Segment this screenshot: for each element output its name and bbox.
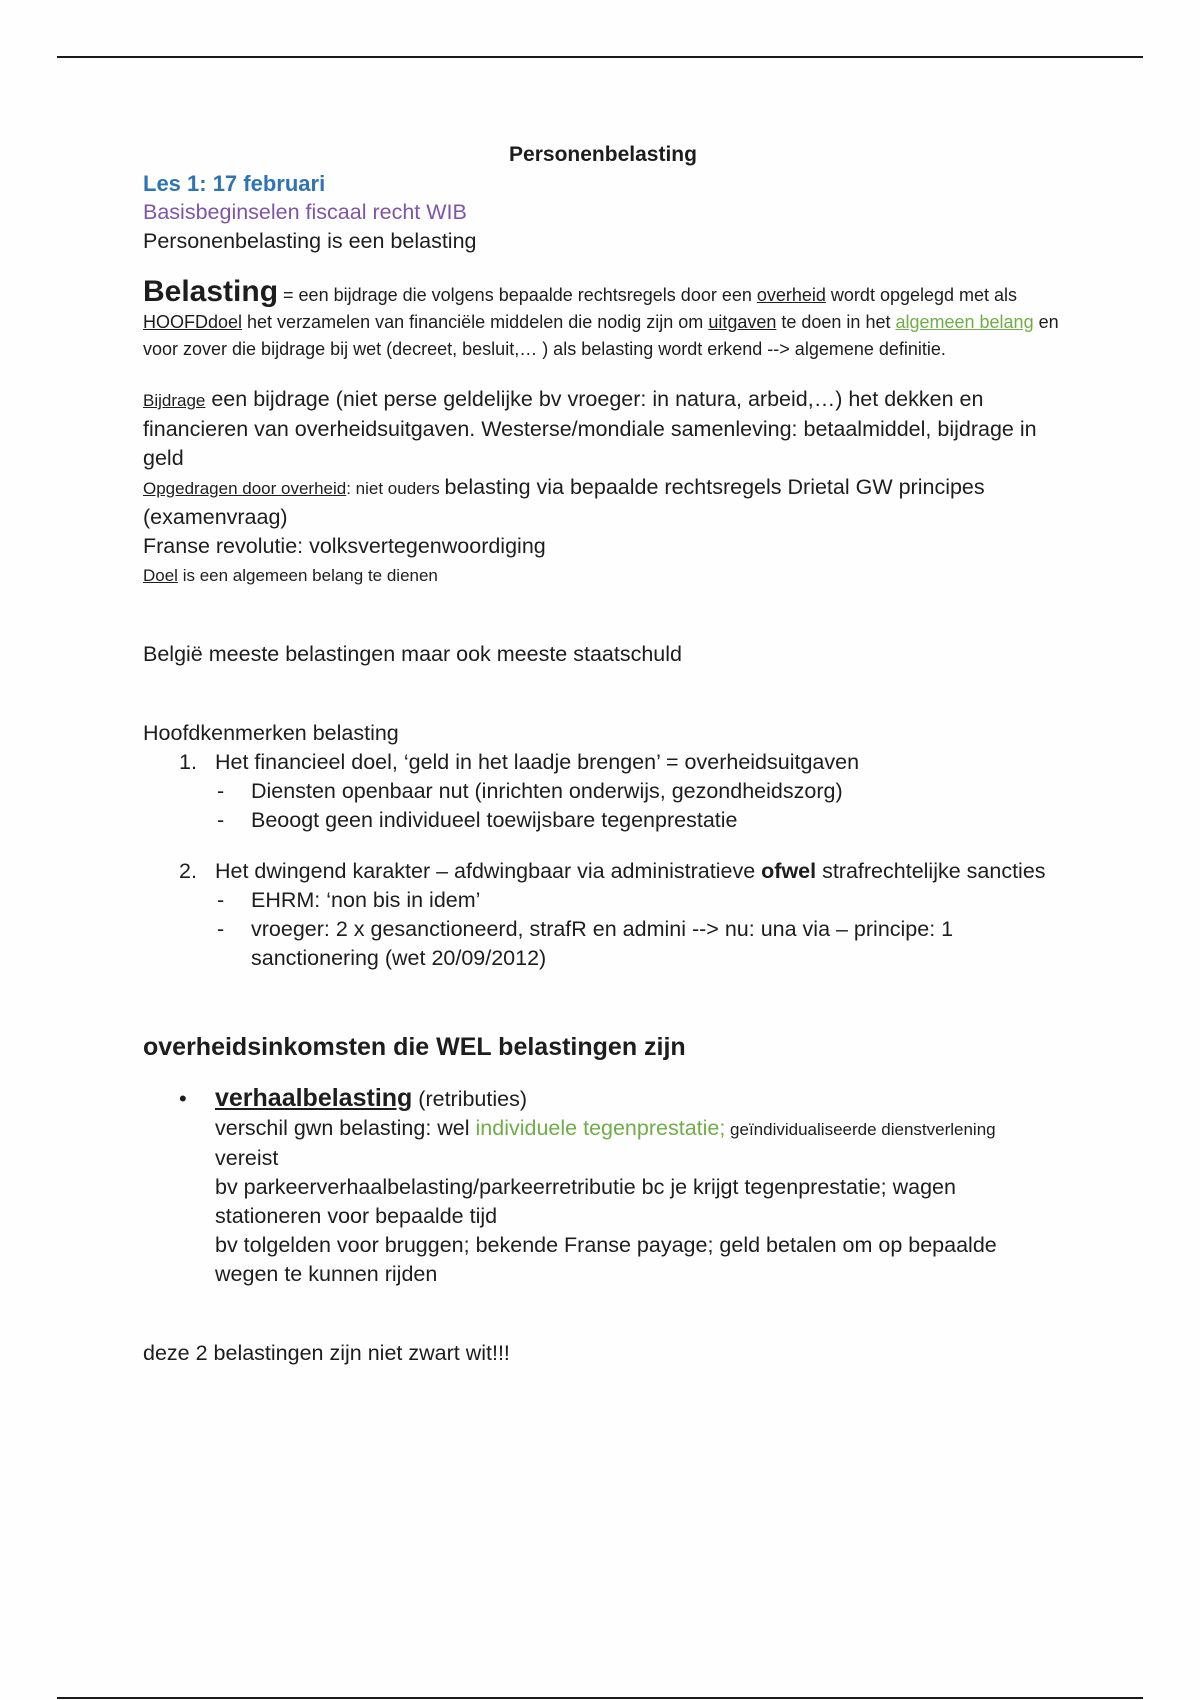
document-page [143,140,1063,1368]
list-subitem: - vroeger: 2 x gesanctioneerd, strafR en admini --> nu: una via – principe: 1 sanctionering (wet 20/09/2012) [217,917,954,970]
list-item: 2. Het dwingend karakter – afdwingbaar via administratieve ofwel strafrechtelijke sancties [179,859,1046,883]
doel-line: Doel is een algemeen belang te dienen [143,566,438,585]
document-title: Personenbelasting [509,143,697,166]
bullet-line: bv tolgelden voor bruggen; bekende Franse payage; geld betalen om op bepaalde wegen te kunnen rijden [215,1233,997,1286]
bijdrage-label: Bijdrage [143,391,206,410]
franse-line: Franse revolutie: volksvertegenwoordiging [143,534,546,558]
header-rule [57,56,1143,58]
list-item: 1. Het financieel doel, ‘geld in het laadje brengen’ = overheidsuitgaven [179,750,860,774]
definition-paragraph: Belasting = een bijdrage die volgens bepaalde rechtsregels door een overheid wordt opgelegd met als HOOFDdoel het verzamelen van financiële middelen die nodig zijn om uitgaven te doen in het algemeen belang en voor zover die bijdrage bij wet (decreet, besluit,… ) als belasting wordt erkend --> algemene definitie. [143,275,1059,359]
opgedragen-label: Opgedragen door overheid [143,479,347,498]
list-subitem: - EHRM: ‘non bis in idem’ [217,888,481,912]
bullet-line: bv parkeerverhaalbelasting/parkeerretributie bc je krijgt tegenprestatie; wagen stationeren voor bepaalde tijd [215,1175,956,1228]
opgedragen-paragraph: Opgedragen door overheid: niet ouders belasting via bepaalde rechtsregels Drietal GW principes (examenvraag) [143,475,985,529]
section-heading: overheidsinkomsten die WEL belastingen zijn [143,1033,686,1061]
intro-line: Personenbelasting is een belasting [143,229,477,253]
doel-label: Doel [143,566,178,585]
definition-term: Belasting [143,275,279,308]
bullet-icon: • [179,1086,187,1111]
verhaal-term: verhaalbelasting [215,1084,413,1112]
list-subitem: - Beoogt geen individueel toewijsbare tegenprestatie [217,808,738,832]
list-subitem: - Diensten openbaar nut (inrichten onderwijs, gezondheidszorg) [217,779,843,803]
belgie-line: België meeste belastingen maar ook meeste staatschuld [143,642,683,666]
highlight-green: individuele tegenprestatie; [475,1116,726,1140]
footer-rule [57,1697,1143,1699]
subtitle: Basisbeginselen fiscaal recht WIB [143,200,467,224]
bullet-item: • verhaalbelasting (retributies) [179,1084,528,1112]
bullet-line: verschil gwn belasting: wel individuele tegenprestatie; geïndividualiseerde dienstverlening vereist [215,1116,996,1170]
closing-line: deze 2 belastingen zijn niet zwart wit!!! [143,1341,510,1365]
highlight-green: algemeen belang [895,312,1034,332]
bijdrage-paragraph: Bijdrage een bijdrage (niet perse geldelijke bv vroeger: in natura, arbeid,…) het dekken en financieren van overheidsuitgaven. Westerse/mondiale samenleving: betaalmiddel, bijdrage in geld [143,387,1037,470]
lesson-heading: Les 1: 17 februari [143,171,326,196]
hoofdkenmerken-heading: Hoofdkenmerken belasting [143,721,399,745]
